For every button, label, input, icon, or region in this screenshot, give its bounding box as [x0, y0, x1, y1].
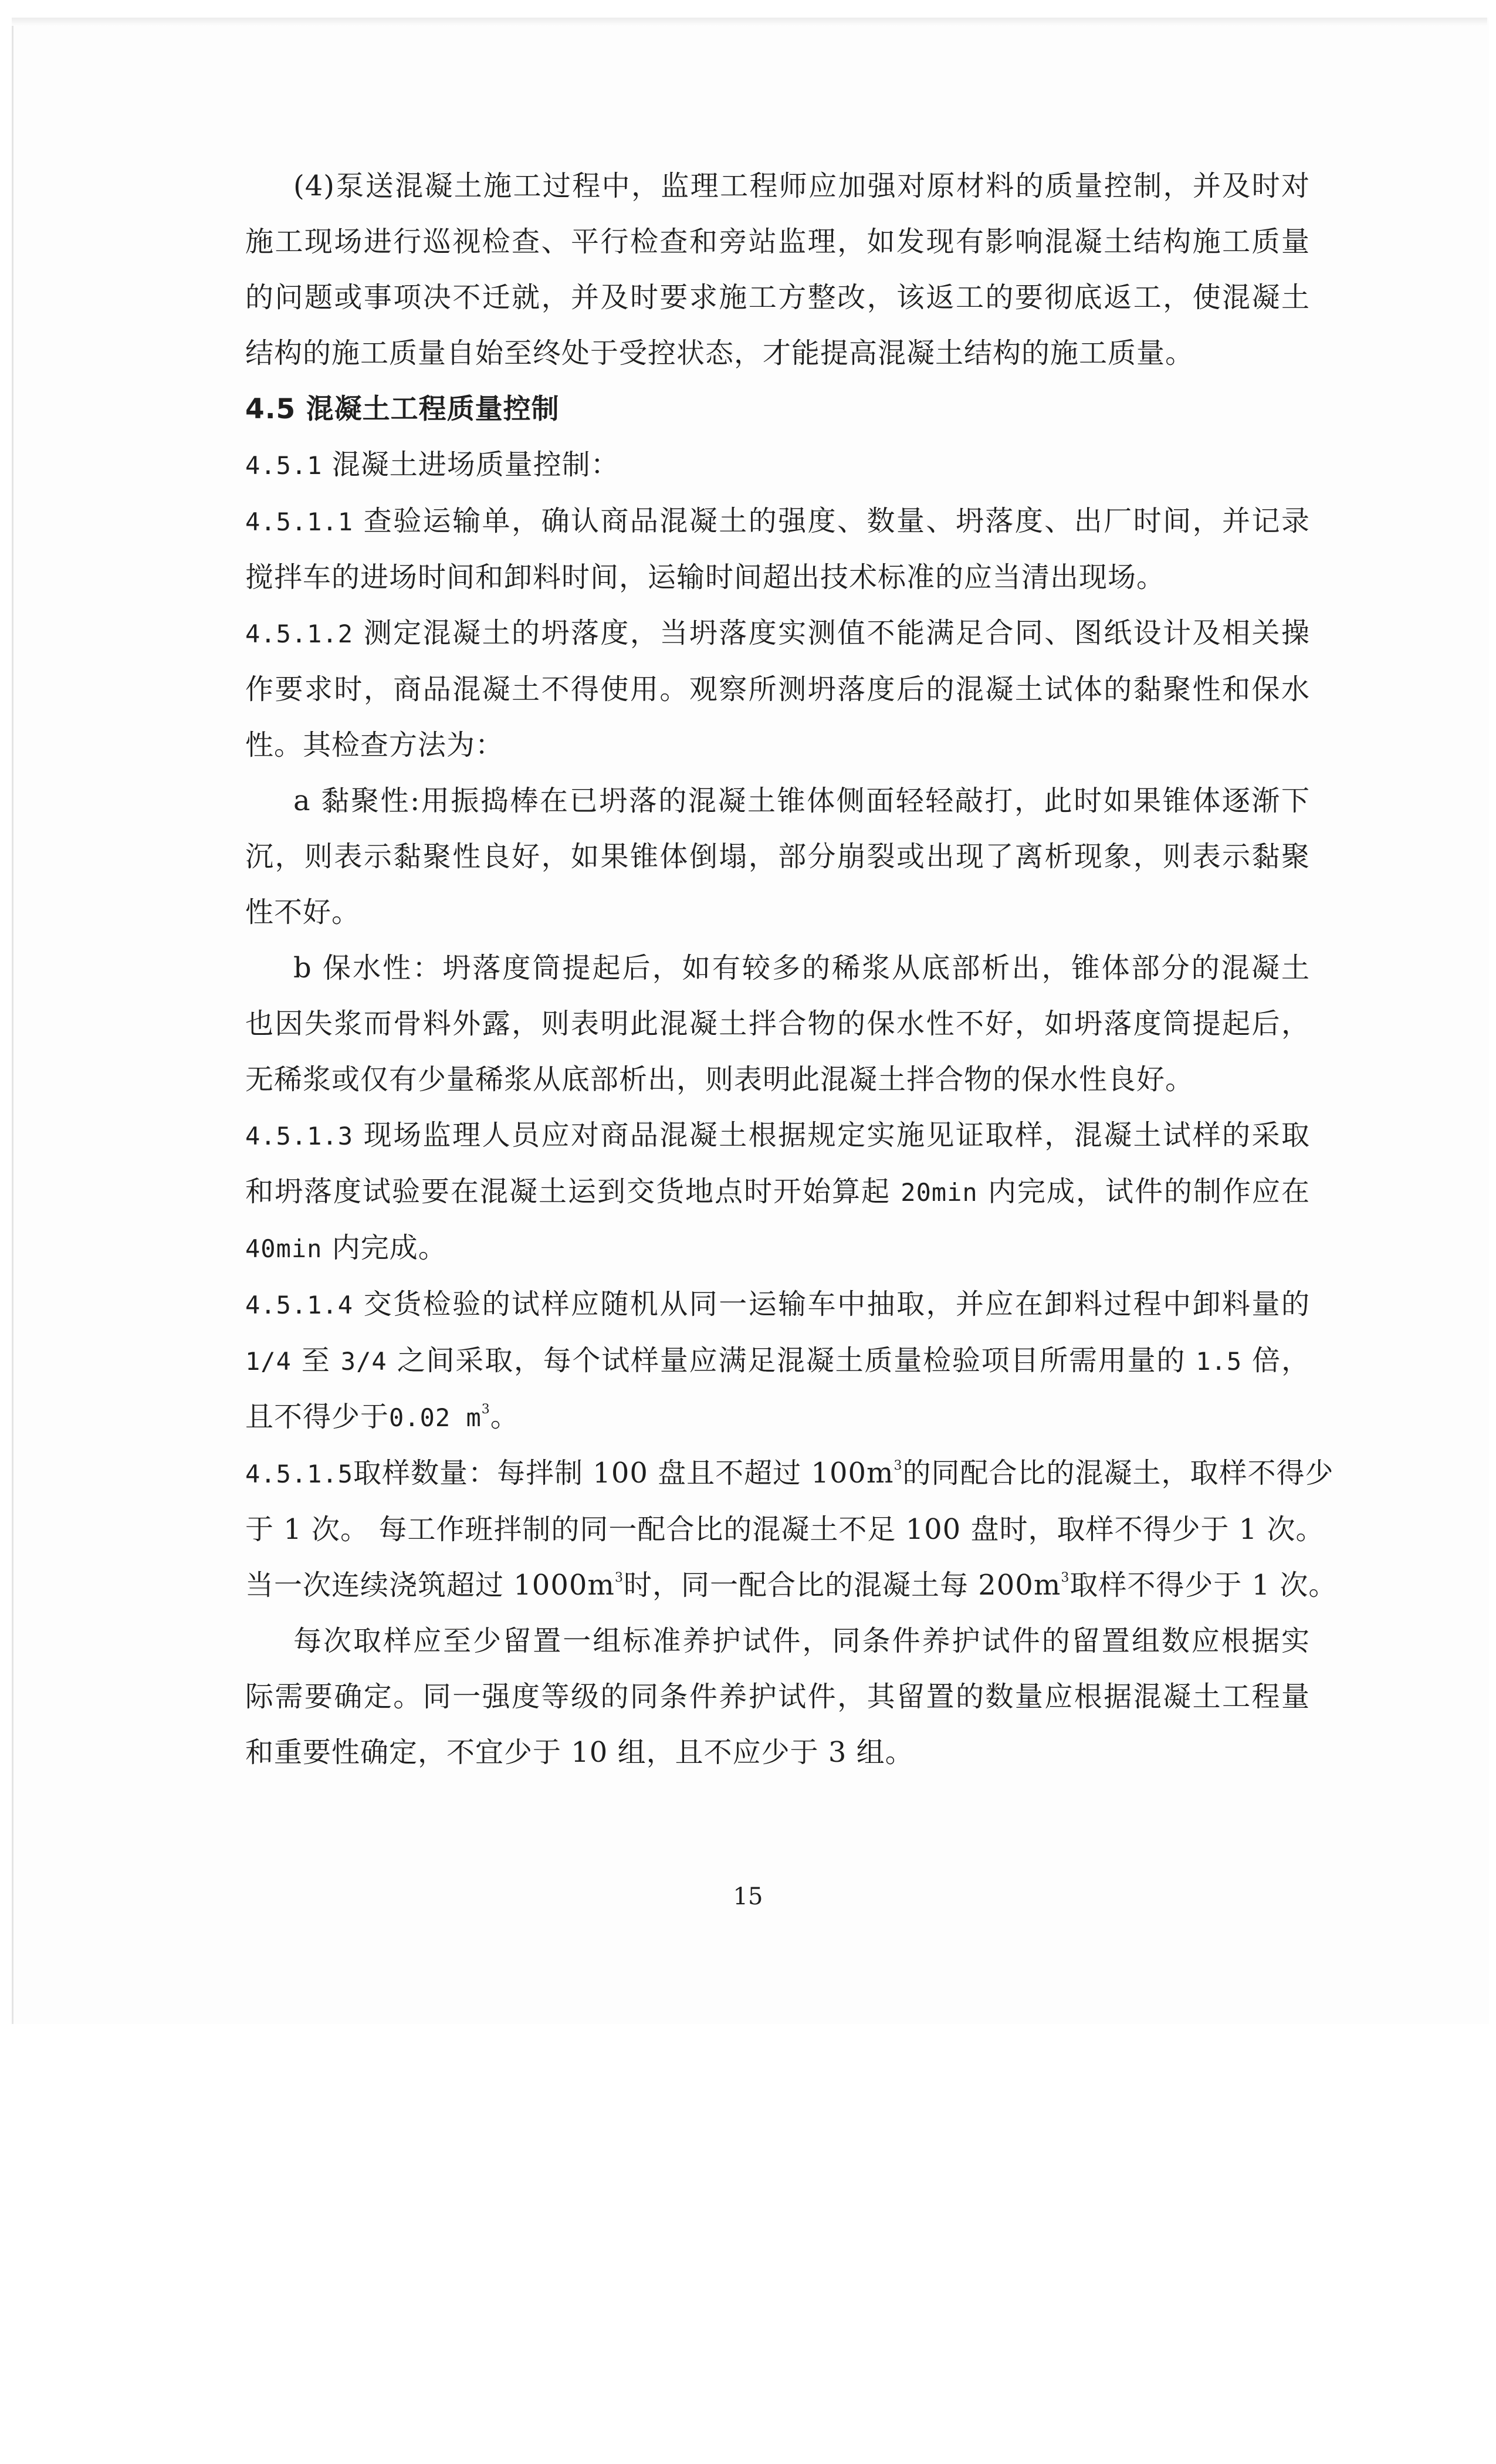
volume-value: 0.02 m [389, 1403, 482, 1432]
text-line [245, 1558, 1338, 1613]
text-line [245, 1164, 1310, 1220]
clause-number: 4.5.1 [245, 451, 323, 480]
clause-number: 4.5.1.2 [245, 620, 354, 648]
fraction-value: 1/4 [245, 1347, 292, 1376]
clause-text: 和坍落度试验要在混凝土运到交货地点时开始算起 [245, 1175, 891, 1208]
text-line [245, 1108, 1310, 1164]
text-line: 无稀浆或仅有少量稀浆从底部析出，则表明此混凝土拌合物的保水性良好。 [245, 1063, 1194, 1096]
text-line: 于 1 次。 每工作班拌制的同一配合比的混凝土不足 100 盘时，取样不得少于 1 次。 [245, 1513, 1325, 1546]
clause-text: 交货检验的试样应随机从同一运输车中抽取，并应在卸料过程中卸料量的 [363, 1288, 1310, 1321]
paragraph-pump-concrete [245, 158, 1310, 381]
text-line: 和重要性确定，不宜少于 10 组，且不应少于 3 组。 [245, 1736, 914, 1769]
text-line: 施工现场进行巡视检查、平行检查和旁站监理，如发现有影响混凝土结构施工质量 [245, 225, 1310, 258]
text-line [245, 1446, 1334, 1502]
text-line [245, 605, 1310, 662]
clause-text: 至 [301, 1344, 331, 1377]
time-value: 40min [245, 1234, 323, 1263]
text-line: 性。其检查方法为： [245, 729, 505, 761]
page-number: 15 [733, 1883, 763, 1910]
clause-4-5-1-1 [245, 493, 1310, 605]
clause-text: 测定混凝土的坍落度，当坍落度实测值不能满足合同、图纸设计及相关操 [363, 617, 1310, 649]
clause-text: 倍， [1252, 1344, 1310, 1377]
text-line: 每次取样应至少留置一组标准养护试件，同条件养护试件的留置组数应根据实 [293, 1624, 1310, 1657]
text-line [245, 1333, 1310, 1389]
document-body [245, 158, 1338, 1781]
superscript-three: 3 [1061, 1571, 1070, 1585]
clause-number: 4.5.1.4 [245, 1291, 354, 1319]
clause-number: 4.5.1.5 [245, 1460, 354, 1488]
clause-text: 当一次连续浇筑超过 1000m [245, 1569, 615, 1602]
superscript-three: 3 [893, 1458, 903, 1473]
item-a-cohesion [245, 773, 1310, 940]
clause-text: 查验运输单，确认商品混凝土的强度、数量、坍落度、出厂时间，并记录 [363, 505, 1310, 537]
clause-4-5-1-3 [245, 1108, 1310, 1277]
clause-text: 取样数量：每拌制 100 盘且不超过 100m [353, 1457, 894, 1490]
text-line: 的问题或事项决不迁就，并及时要求施工方整改，该返工的要彻底返工，使混凝土 [245, 281, 1310, 314]
text-line: 作要求时，商品混凝土不得使用。观察所测坍落度后的混凝土试体的黏聚性和保水 [245, 673, 1310, 706]
clause-number: 4.5.1.3 [245, 1122, 354, 1150]
text-line: 际需要确定。同一强度等级的同条件养护试件，其留置的数量应根据混凝土工程量 [245, 1680, 1310, 1713]
clause-text: 内完成，试件的制作应在 [987, 1175, 1310, 1208]
clause-text: 时，同一配合比的混凝土每 200m [623, 1569, 1061, 1602]
multiplier-value: 1.5 [1196, 1347, 1243, 1376]
text-line: 沉，则表示黏聚性良好，如果锥体倒塌，部分崩裂或出现了离析现象，则表示黏聚 [245, 840, 1310, 873]
clause-4-5-1-5 [245, 1446, 1338, 1613]
item-b-water-retention [245, 940, 1310, 1108]
text-line: 性不好。 [245, 896, 361, 929]
text-line: b 保水性：坍落度筒提起后，如有较多的稀浆从底部析出，锥体部分的混凝土 [293, 952, 1310, 984]
fraction-value: 3/4 [340, 1347, 387, 1376]
clause-text: 取样不得少于 1 次。 [1069, 1569, 1338, 1602]
superscript-three: 3 [481, 1402, 490, 1417]
clause-text: 现场监理人员应对商品混凝土根据规定实施见证取样，混凝土试样的采取 [363, 1119, 1310, 1152]
clause-title: 混凝土进场质量控制： [331, 448, 620, 481]
text-line [245, 493, 1310, 550]
text-line: (4)泵送混凝土施工过程中，监理工程师应加强对原材料的质量控制，并及时对 [293, 170, 1310, 202]
clause-4-5-1-4 [245, 1277, 1310, 1446]
section-heading: 4.5 混凝土工程质量控制 [245, 393, 560, 425]
text-line [245, 1389, 1310, 1446]
text-line: 结构的施工质量自始至终处于受控状态，才能提高混凝土结构的施工质量。 [245, 337, 1194, 370]
subsection-4-5-1 [245, 437, 1310, 493]
clause-text: 内完成。 [331, 1231, 447, 1264]
text-line: a 黏聚性:用振捣棒在已坍落的混凝土锥体侧面轻轻敲打，此时如果锥体逐渐下 [293, 784, 1310, 817]
paragraph-sampling [245, 1613, 1310, 1781]
clause-text: 。 [490, 1400, 519, 1433]
superscript-three: 3 [614, 1571, 624, 1585]
clause-text: 且不得少于 [245, 1400, 390, 1433]
text-line [245, 1277, 1310, 1333]
clause-number: 4.5.1.1 [245, 507, 354, 536]
time-value: 20min [901, 1178, 978, 1207]
text-line: 也因失浆而骨料外露，则表明此混凝土拌合物的保水性不好，如坍落度筒提起后， [245, 1007, 1310, 1040]
clause-text: 之间采取，每个试样量应满足混凝土质量检验项目所需用量的 [397, 1344, 1186, 1377]
clause-4-5-1-2 [245, 605, 1310, 773]
clause-text: 的同配合比的混凝土，取样不得少 [902, 1457, 1334, 1490]
scan-shadow [12, 18, 1487, 26]
text-line [245, 1220, 1310, 1277]
text-line: 搅拌车的进场时间和卸料时间，运输时间超出技术标准的应当清出现场。 [245, 561, 1166, 594]
